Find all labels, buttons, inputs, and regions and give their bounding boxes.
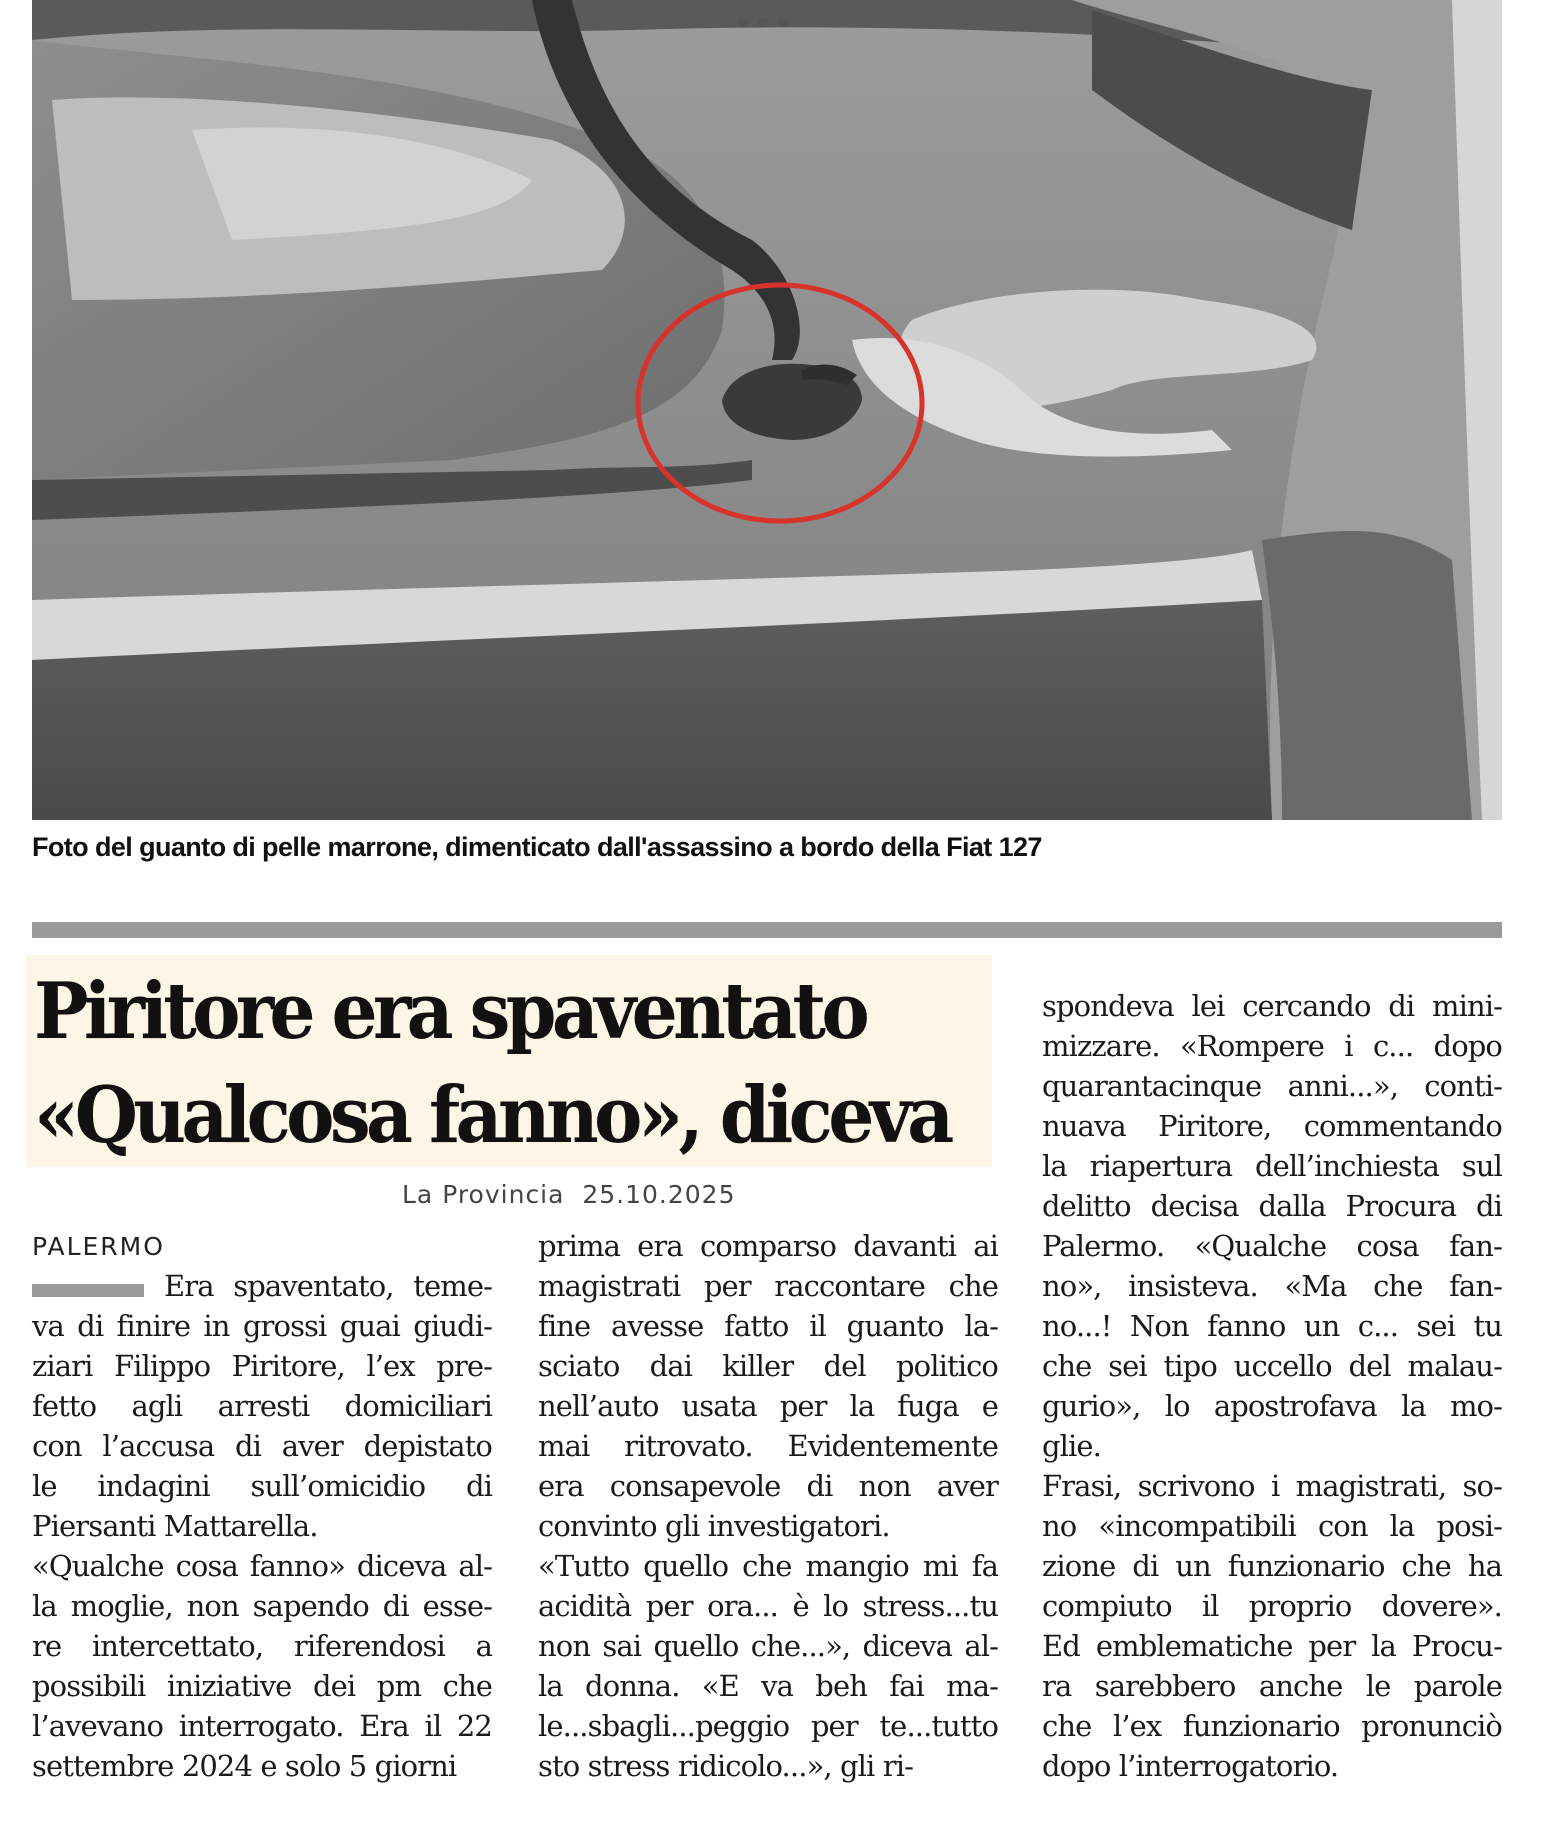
article-line: nell’auto usata per la fuga e: [538, 1389, 998, 1423]
article-line: «Qualche cosa fanno» diceva al-: [32, 1549, 492, 1583]
article-column-1: [32, 1266, 492, 1786]
article-line: mizzare. «Rompere i c... dopo: [1042, 1029, 1502, 1063]
article-line: la riapertura dell’inchiesta sul: [1042, 1149, 1502, 1183]
article-line: Era spaventato, teme-: [164, 1269, 492, 1303]
article-line: prima era comparso davanti ai: [538, 1229, 998, 1263]
article-line: fetto agli arresti domiciliari: [32, 1389, 492, 1423]
article-line: le indagini sull’omicidio di: [32, 1469, 492, 1503]
article-line: l’avevano interrogato. Era il 22: [32, 1709, 492, 1743]
article-line: possibili iniziative dei pm che: [32, 1669, 492, 1703]
article-line: la donna. «E va beh fai ma-: [538, 1669, 998, 1703]
article-line: mai ritrovato. Evidentemente: [538, 1429, 998, 1463]
article-line: con l’accusa di aver depistato: [32, 1429, 492, 1463]
article-line: no...! Non fanno un c... sei tu: [1042, 1309, 1502, 1343]
article-line: che l’ex funzionario pronunciò: [1042, 1709, 1502, 1743]
article-line: nuava Piritore, commentando: [1042, 1109, 1502, 1143]
article-line: gurio», lo apostrofava la mo-: [1042, 1389, 1502, 1423]
article-line: la moglie, non sapendo di esse-: [32, 1589, 492, 1623]
article-column-2: [538, 1226, 998, 1786]
article-line: Frasi, scrivono i magistrati, so-: [1042, 1469, 1502, 1503]
article-column-3: [1042, 986, 1502, 1786]
article-line: spondeva lei cercando di mini-: [1042, 989, 1502, 1023]
article-line: «Tutto quello che mangio mi fa: [538, 1549, 998, 1583]
article-line: magistrati per raccontare che: [538, 1269, 998, 1303]
evidence-photo: [32, 0, 1502, 820]
car-interior-photo: [32, 0, 1502, 820]
more-options-icon[interactable]: [738, 12, 788, 32]
source-line: La Provincia 25.10.2025: [402, 1180, 736, 1209]
article-line: non sai quello che...», diceva al-: [538, 1629, 998, 1663]
article-line: le...sbagli...peggio per te...tutto: [538, 1709, 998, 1743]
article-line: acidità per ora... è lo stress...tu: [538, 1589, 998, 1623]
headline-line-1: Piritore era spaventato: [34, 966, 866, 1057]
article-line: delitto decisa dalla Procura di: [1042, 1189, 1502, 1223]
article-line: no», insisteva. «Ma che fan-: [1042, 1269, 1502, 1303]
article-line: sciato dai killer del politico: [538, 1349, 998, 1383]
article-line: re intercettato, riferendosi a: [32, 1629, 492, 1663]
article-line: fine avesse fatto il guanto la-: [538, 1309, 998, 1343]
article-line: convinto gli investigatori.: [538, 1509, 890, 1543]
article-line: Ed emblematiche per la Procu-: [1042, 1629, 1502, 1663]
article-line: no «incompatibili con la posi-: [1042, 1509, 1502, 1543]
dateline: PALERMO: [32, 1232, 165, 1261]
article-line: Palermo. «Qualche cosa fan-: [1042, 1229, 1502, 1263]
article-line: compiuto il proprio dovere».: [1042, 1589, 1502, 1623]
article-line: sto stress ridicolo...», gli ri-: [538, 1749, 913, 1783]
article-line: che sei tipo uccello del malau-: [1042, 1349, 1502, 1383]
article-line: va di finire in grossi guai giudi-: [32, 1309, 492, 1343]
article-line: ra sarebbero anche le parole: [1042, 1669, 1502, 1703]
section-divider: [32, 922, 1502, 938]
headline-line-2: «Qualcosa fanno», diceva: [34, 1070, 950, 1161]
article-line: dopo l’interrogatorio.: [1042, 1749, 1339, 1783]
article-line: era consapevole di non aver: [538, 1469, 998, 1503]
article-line: quarantacinque anni...», conti-: [1042, 1069, 1502, 1103]
article-line: Piersanti Mattarella.: [32, 1509, 318, 1543]
article-line: glie.: [1042, 1429, 1101, 1463]
article-line: ziari Filippo Piritore, l’ex pre-: [32, 1349, 492, 1383]
article-line: zione di un funzionario che ha: [1042, 1549, 1502, 1583]
photo-caption: Foto del guanto di pelle marrone, dimenticato dall'assassino a bordo della Fiat 127: [32, 832, 1042, 862]
article-headline: [34, 960, 950, 1168]
article-line: settembre 2024 e solo 5 giorni: [32, 1749, 457, 1783]
